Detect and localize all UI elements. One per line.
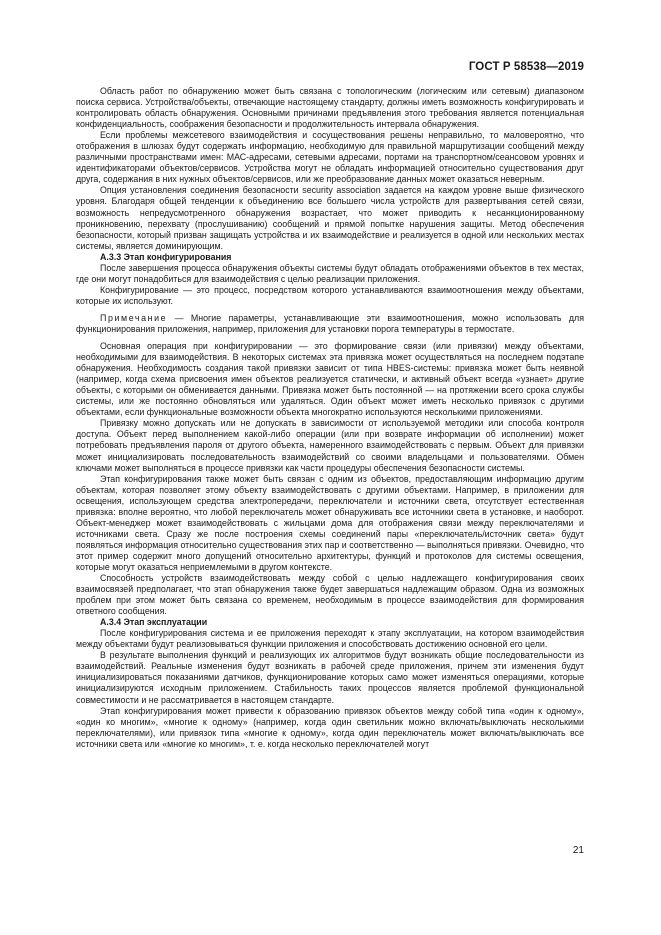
paragraph: Опция установления соединения безопасности security association задается на каждом уровне выше физического уровня. Благодаря общей тенденции к объединению все большего числа устройств для развертывания сетей связи, возможность непредусмотренного обнаружения возрастает, что может приводить к несанкционированному проникновению, перехвату (прослушиванию) сообщений и прямой попытке нарушения защиты. Метод обеспечения безопасности, который призван защищать устройства и их взаимодействие и реализуется в одной или нескольких местах системы, является доминирующим. [76, 185, 584, 251]
paragraph: В результате выполнения функций и реализующих их алгоритмов будут возникать общие последовательности из взаимодействий. Реальные изменения будут возникать в рабочей среде приложения, причем эти изменения будут инициализироваться показаниями датчиков, функционирование которых само может изменяться операциями, которые инициализируются исходным приложением. Стабильность таких процессов является проблемой функциональной совместимости и не рассматривается в настоящем стандарте. [76, 650, 584, 705]
section-heading-a33: А.3.3 Этап конфигурирования [100, 251, 232, 262]
paragraph: Область работ по обнаружению может быть связана с топологическим (логическим или сетевым) диапазоном поиска сервиса. Устройства/объекты, отвечающие настоящему стандарту, должны иметь возможность конфигурировать и контролировать область обнаружения. Основными причинами предъявления этого требования является потенциальная конфиденциальность, соображения безопасности и продолжительность интервала обнаружения. [76, 86, 584, 130]
paragraph: Если проблемы межсетевого взаимодействия и сосуществования решены неправильно, то маловероятно, что отображения в шлюзах будут содержать информацию, необходимую для правильной маршрутизации сообщений между различными пространствами имен: МАС-адресами, сетевыми адресами, портами на транспортном/сеансовом уровнях и идентификаторами объектов/сервисов. Устройства могут не обладать информацией относительно существования друг друга, содержания в них нужных объектов/сервисов, или же преобразование данных может оказаться неверным. [76, 130, 584, 185]
note-label: Примечание [100, 312, 168, 323]
page-number: 21 [572, 845, 584, 856]
paragraph: После конфигурирования система и ее приложения переходят к этапу эксплуатации, на котором взаимодействия между объектами будут реализовываться функции приложения и способствовать достижению основной его цели. [76, 628, 584, 650]
paragraph: Конфигурирование — это процесс, посредством которого устанавливаются взаимоотношения между объектами, которые их используют. [76, 284, 584, 306]
paragraph: После завершения процесса обнаружения объекты системы будут обладать отображениями объектов в тех местах, где они могут понадобиться для взаимодействия с целью реализации приложения. [76, 262, 584, 284]
paragraph: Этап конфигурирования может привести к образованию привязок объектов между собой типа «один к одному», «один ко многим», «многие к одному» (например, когда один светильник можно включать/выключать несколькими переключателями), или привязок типа «многие к одному», когда один переключатель может включать/выключать все источники света или «многие ко многим», т. е. когда несколько переключателей могут [76, 705, 584, 749]
section-heading-a34: А.3.4 Этап эксплуатации [100, 617, 208, 628]
note-paragraph [76, 313, 584, 335]
document-body [76, 86, 584, 750]
document-code-header: ГОСТ Р 58538—2019 [468, 61, 584, 73]
paragraph: Основная операция при конфигурировании — это формирование связи (или привязки) между объектами, необходимыми для взаимодействия. В некоторых системах эта привязка может осуществляться на последнем подэтапе обнаружения. Необходимость создания такой привязки зависит от типа HBES-системы: привязка может быть неявной (например, когда схема присвоения имен объектов реализуется статически, и активный объект всегда «узнает» другие объекты, с которыми он обменивается данными. Привязка может быть постоянной — на протяжении всего срока службы системы, или же постоянно обновляться или удаляться. Один объект может иметь несколько привязок с другими объектами, если функциональные возможности объекта многократно используются несколькими приложениями. [76, 341, 584, 418]
paragraph: Привязку можно допускать или не допускать в зависимости от используемой методики или способа контроля доступа. Объект перед выполнением какой-либо операции (или при возврате информации об исполнении) может потребовать предъявления пароля от другого объекта, намеренного взаимодействовать с первым. Объект для привязки может инициализировать последовательность взаимодействий со своими владельцами и пользователями. Обмен ключами может выполняться в процессе привязки как части процедуры обеспечения безопасности системы. [76, 418, 584, 473]
paragraph: Этап конфигурирования также может быть связан с одним из объектов, предоставляющим информацию другим объектам, которая позволяет этому объекту взаимодействовать с другими объектами. Например, в приложении для освещения, использующем средства электропередачи, переключатели и источники света, отсутствует естественная привязка: вполне вероятно, что любой переключатель может обнаруживать все источники света в установке, и наоборот. Объект-менеджер может взаимодействовать с жильцами дома для отображения связи между переключателями и источниками света. Сразу же после построения схемы соединений пары «переключатель/источник света» будут появляться информация относительно существования этих пар и соответственно — выполняться привязки. Очевидно, что этот пример содержит много допущений относительно архитектуры, функций и протоколов для системы освещения, которые могут оказаться неприемлемыми в другом контексте. [76, 473, 584, 572]
paragraph: Способность устройств взаимодействовать между собой с целью надлежащего конфигурирования своих взаимосвязей предполагает, что этап обнаружения также будет завершаться надлежащим образом. Одна из возможных проблем при этом может быть связана со временем, необходимым в процессе взаимодействия для формирования ответного сообщения. [76, 573, 584, 617]
note-text: — Многие параметры, устанавливающие эти взаимоотношения, можно использовать для функционирования приложения, например, приложения для установки порога температуры в термостате. [76, 312, 584, 334]
